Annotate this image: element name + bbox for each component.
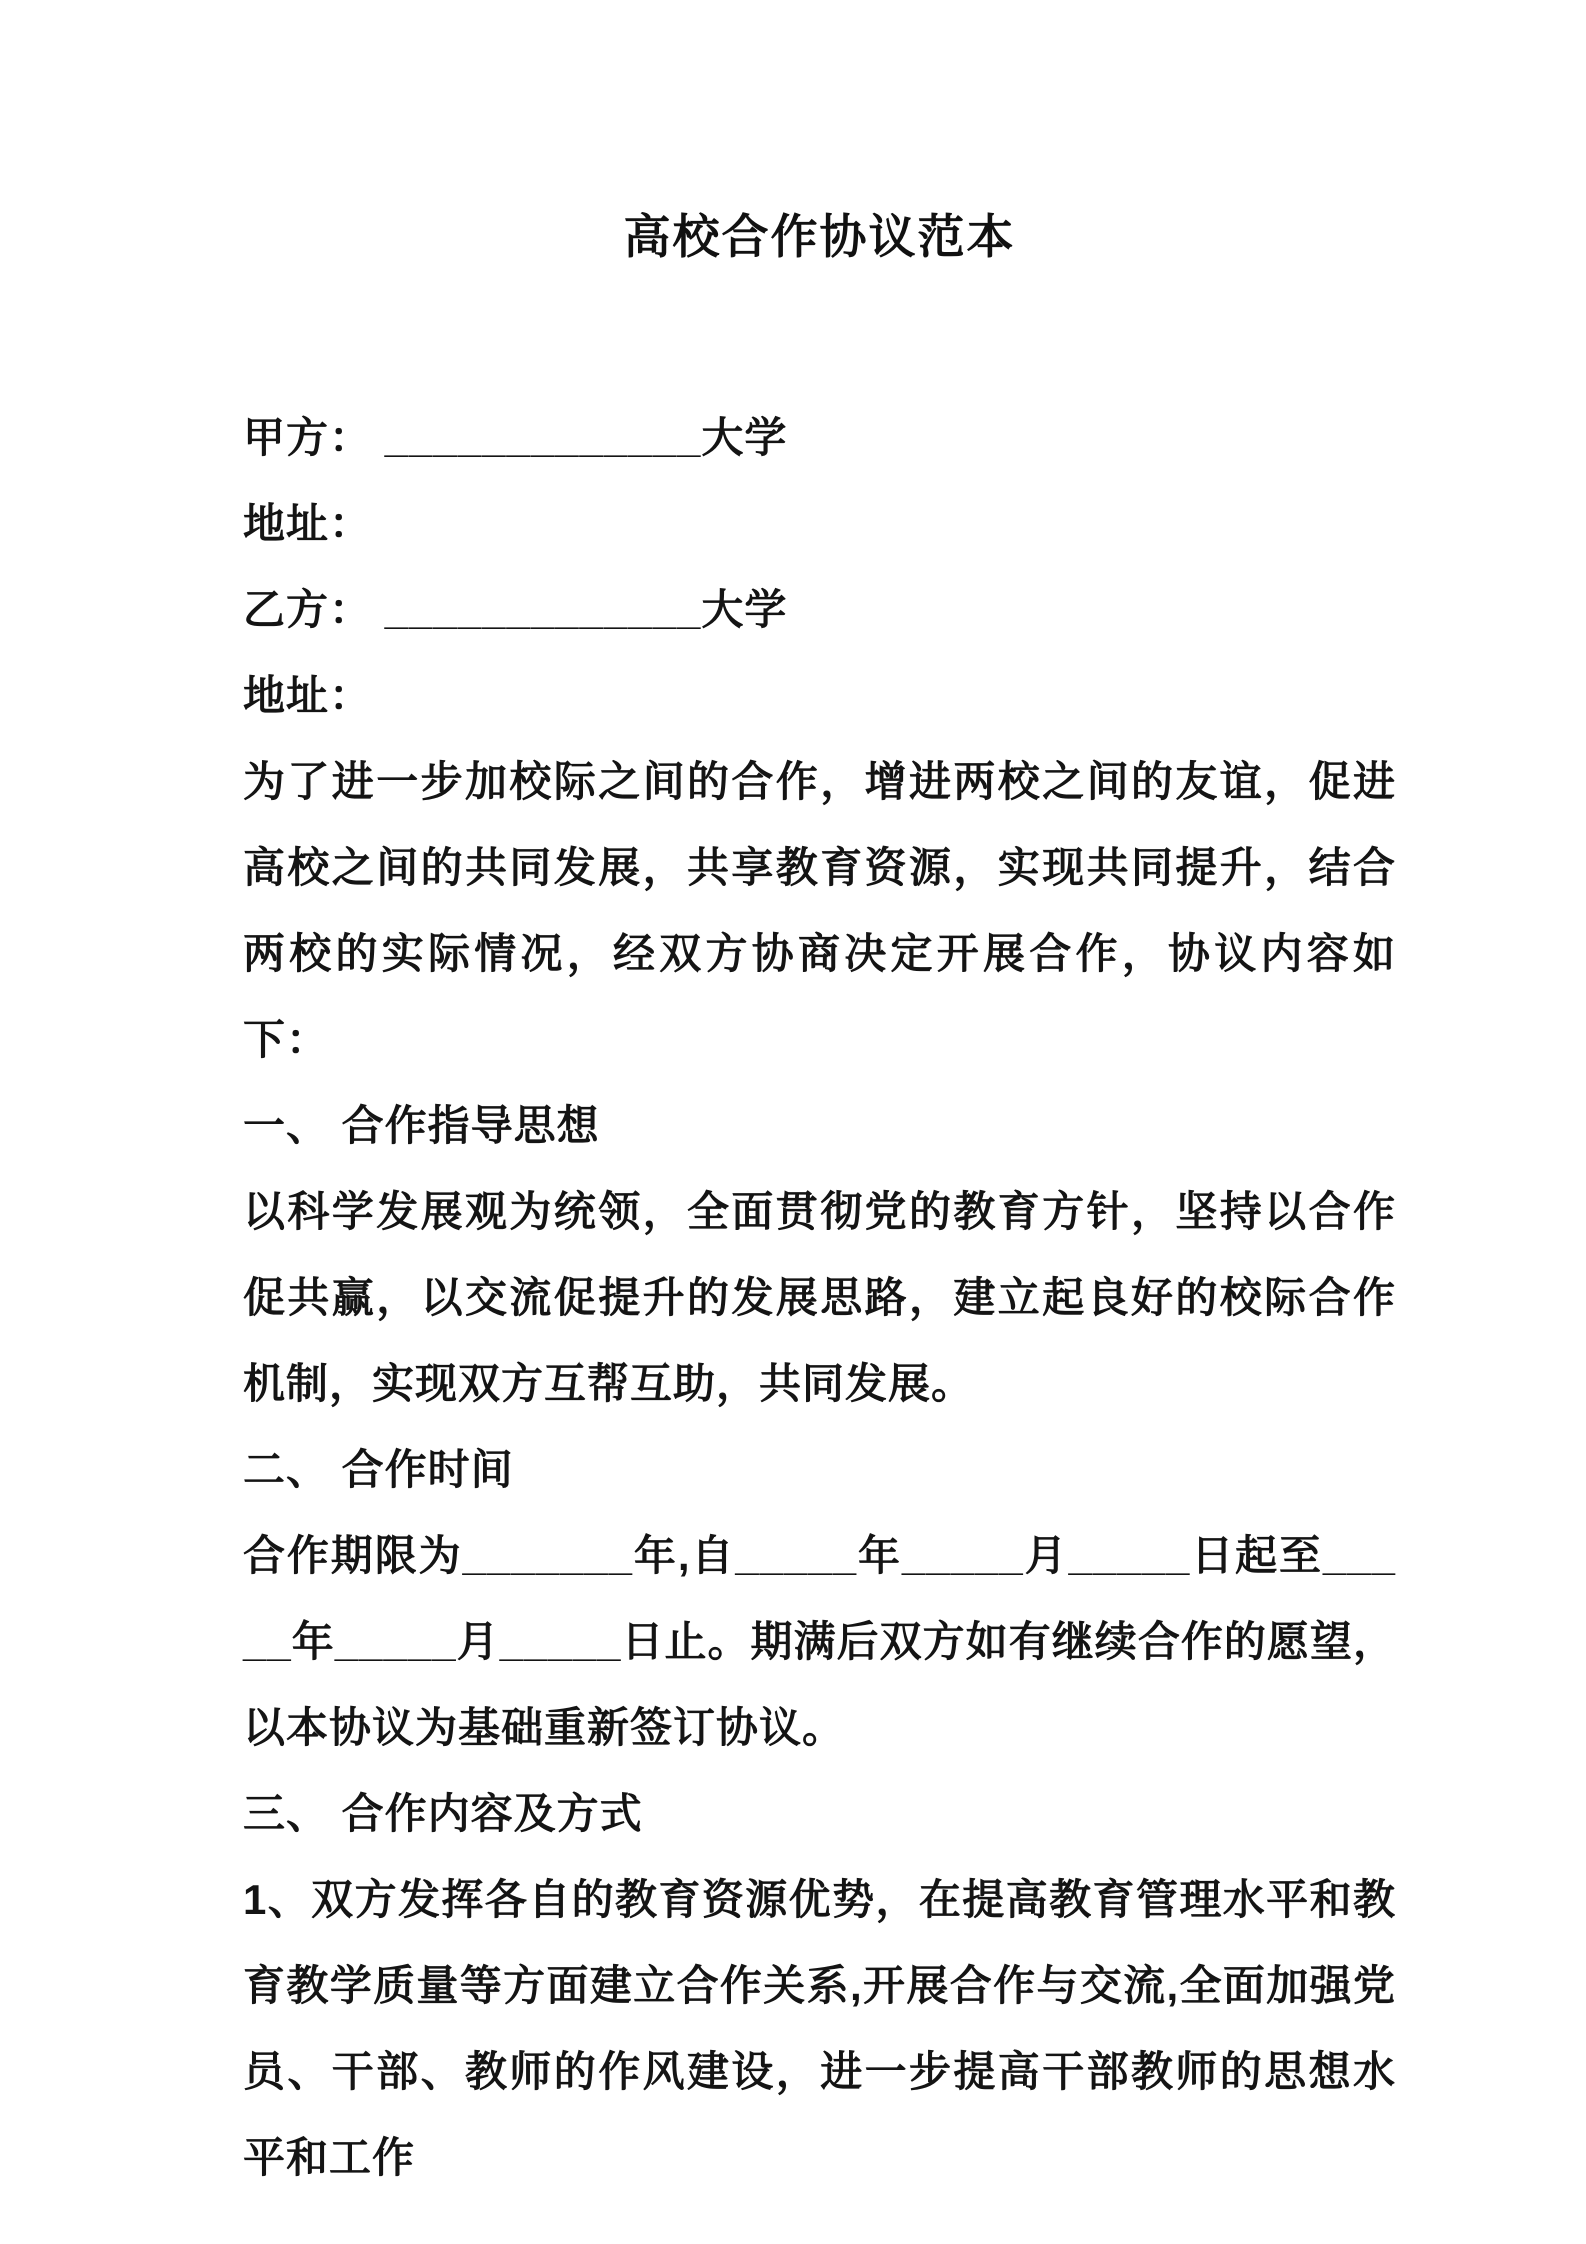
paragraph: 以科学发展观为统领，全面贯彻党的教育方针，坚持以合作促共赢，以交流促提升的发展思路，建立起良好的校际合作机制，实现双方互帮互助，共同发展。 xyxy=(243,1188,1396,1407)
paragraph: 1、双方发挥各自的教育资源优势，在提高教育管理水平和教育教学质量等方面建立合作关系,开展合作与交流,全面加强党员、干部、教师的作风建设，进一步提高干部教师的思想水平和工作 xyxy=(243,1876,1396,2181)
section-heading: 一、 合作指导思想 xyxy=(243,1102,600,1149)
document-body xyxy=(243,395,1396,2201)
section-heading: 三、 合作内容及方式 xyxy=(243,1790,643,1837)
paragraph: 合作期限为_______年,自_____年_____月_____日起至_____年_____月_____日止。期满后双方如有继续合作的愿望，以本协议为基础重新签订协议。 xyxy=(243,1532,1396,1751)
field-line: 乙方： _____________大学 xyxy=(243,586,788,633)
document-title: 高校合作协议范本 xyxy=(623,210,1016,263)
field-line: 甲方： _____________大学 xyxy=(243,414,788,461)
field-line: 地址： xyxy=(243,672,373,719)
field-line: 地址： xyxy=(243,500,373,547)
section-heading: 二、 合作时间 xyxy=(243,1446,514,1493)
paragraph: 为了进一步加校际之间的合作，增进两校之间的友谊，促进高校之间的共同发展，共享教育资源，实现共同提升，结合两校的实际情况，经双方协商决定开展合作，协议内容如下： xyxy=(243,758,1396,1063)
